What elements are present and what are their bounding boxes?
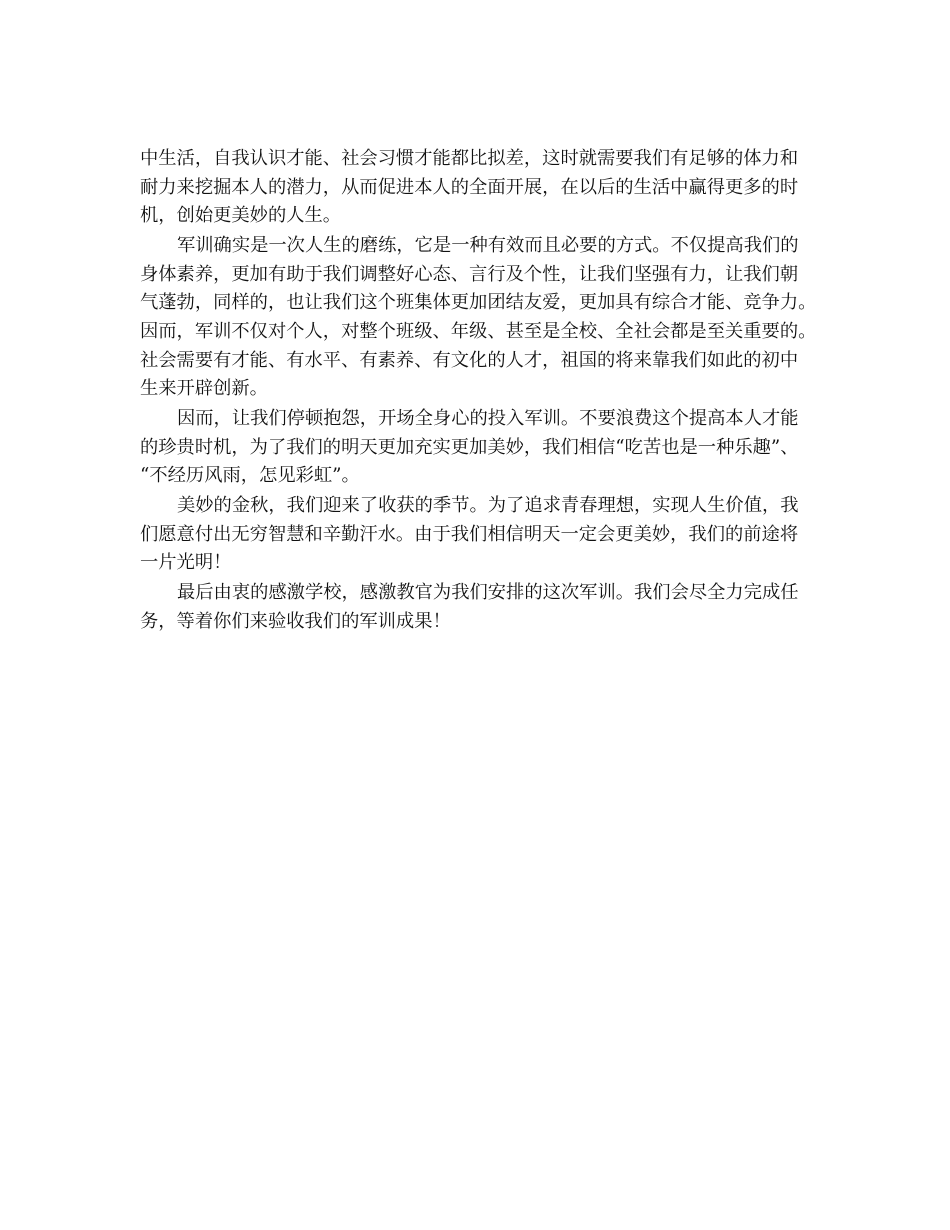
- text-line: 耐力来挖掘本人的潜力，从而促进本人的全面开展，在以后的生活中赢得更多的时: [140, 176, 799, 198]
- text-line: 中生活，自我认识才能、社会习惯才能都比拟差，这时就需要我们有足够的体力和: [140, 148, 799, 169]
- text-line: 气蓬勃，同样的，也让我们这个班集体更加团结友爱，更加具有综合才能、竞争力。: [140, 292, 817, 314]
- text-line: 一片光明！: [140, 552, 232, 574]
- text-line: “不经历风雨，怎见彩虹”。: [140, 465, 360, 487]
- paragraph-3: [140, 405, 830, 491]
- text-line: 身体素养，更加有助于我们调整好心态、言行及个性，让我们坚强有力，让我们朝: [140, 263, 799, 285]
- text-line: 社会需要有才能、有水平、有素养、有文化的人才，祖国的将来靠我们如此的初中: [140, 349, 799, 371]
- text-line: 因而，军训不仅对个人，对整个班级、年级、甚至是全校、全社会都是至关重要的。: [140, 320, 817, 342]
- text-line: 的珍贵时机，为了我们的明天更加充实更加美妙，我们相信“吃苦也是一种乐趣”、: [140, 436, 799, 458]
- paragraph-1: [140, 145, 830, 231]
- text-line: 们愿意付出无穷智慧和辛勤汗水。由于我们相信明天一定会更美妙，我们的前途将: [140, 523, 799, 545]
- paragraph-2: [140, 232, 830, 404]
- text-line: 机，创始更美妙的人生。: [140, 205, 342, 227]
- text-line: 因而，让我们停顿抱怨，开场全身心的投入军训。不要浪费这个提高本人才能: [177, 408, 799, 430]
- text-line: 务，等着你们来验收我们的军训成果！: [140, 611, 451, 633]
- paragraph-4: [140, 492, 830, 578]
- document-body: [140, 145, 830, 638]
- text-line: 生来开辟创新。: [140, 378, 268, 400]
- paragraph-5: [140, 579, 830, 636]
- text-line: 美妙的金秋，我们迎来了收获的季节。为了追求青春理想，实现人生价值，我: [177, 495, 799, 517]
- text-line: 军训确实是一次人生的磨练，它是一种有效而且必要的方式。不仅提高我们的: [177, 235, 799, 257]
- text-line: 最后由衷的感激学校，感激教官为我们安排的这次军训。我们会尽全力完成任: [177, 582, 799, 604]
